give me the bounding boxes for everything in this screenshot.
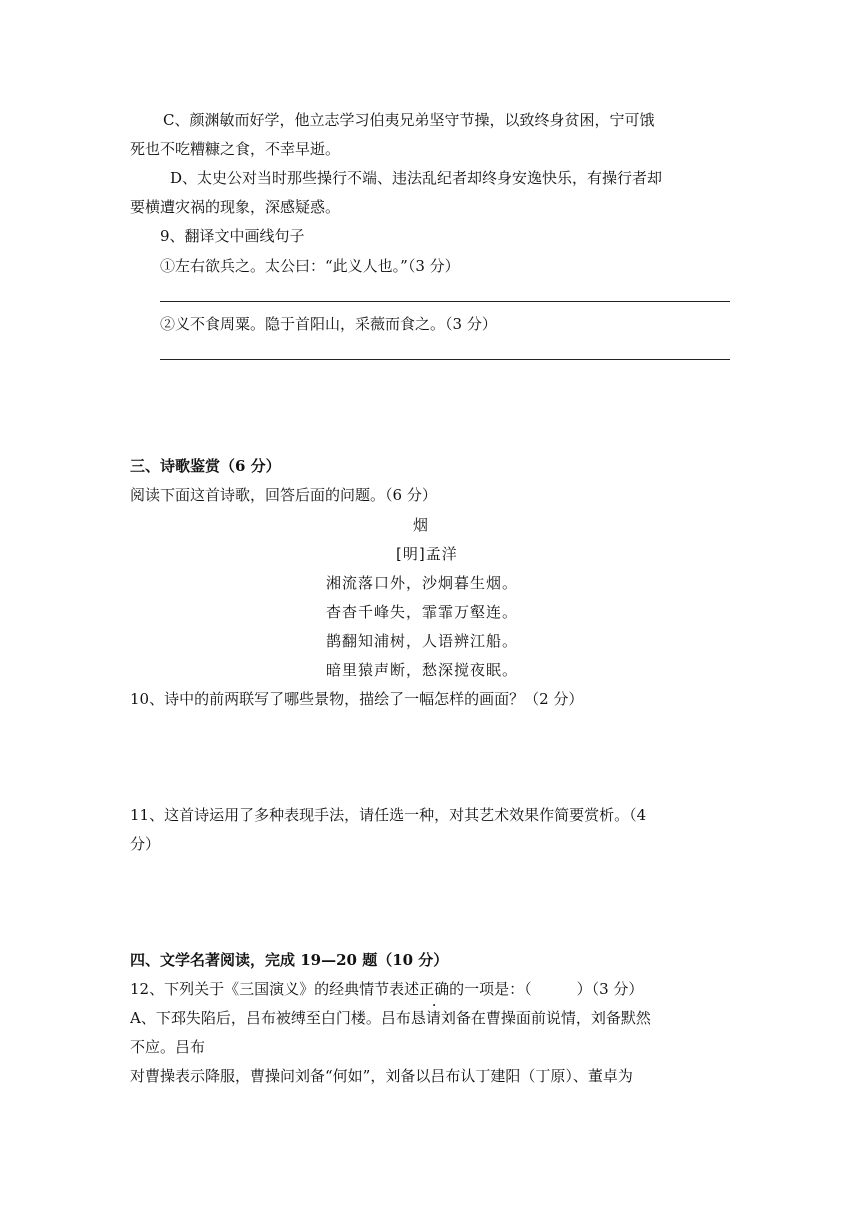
option-c-line-1: C、颜渊敏而好学，他立志学习伯夷兄弟坚守节操，以致终身贫困，宁可饿 [163,111,655,129]
option-d-line-1: D、太史公对当时那些操行不端、违法乱纪者却终身安逸快乐，有操行者却 [170,169,663,187]
question-11-line-1: 11、这首诗运用了多种表现手法，请任选一种，对其艺术效果作简要赏析。（4 [130,806,647,824]
section-3-heading: 三、诗歌鉴赏（6 分） [130,457,281,475]
question-12-text-pre: 12、下列关于《三国演义》的经典情节表述 [130,980,420,998]
answer-line-1[interactable] [160,301,730,302]
answer-line-2[interactable] [160,359,730,360]
question-12 [130,979,643,999]
question-12-text-post: 的一项是：（ ）（3 分） [449,980,644,998]
poem-title: 烟 [413,516,430,534]
poem-line-2: 杳杳千峰失，霏霏万壑连。 [326,603,519,621]
poem-line-1: 湘流落口外，沙炯暮生烟。 [326,574,519,592]
question-10: 10、诗中的前两联写了哪些景物，描绘了一幅怎样的画面？（2 分） [130,690,584,708]
question-9-title: 9、翻译文中画线句子 [160,227,305,245]
option-c-line-2: 死也不吃糟糠之食，不幸早逝。 [130,140,341,158]
poem-author: [明]孟洋 [396,545,458,563]
question-11-line-2: 分） [130,835,161,853]
option-d-line-2: 要横遭灾祸的现象，深感疑惑。 [130,198,341,216]
poem-line-4: 暗里猿声断，愁深搅夜眠。 [326,661,519,679]
option-a-line-3: 对曹操表示降服，曹操问刘备“何如”，刘备以吕布认丁建阳（丁原）、董卓为 [130,1067,633,1085]
question-9-item-2: ②义不食周粟。隐于首阳山，采薇而食之。（3 分） [160,315,497,333]
section-4-heading: 四、文学名著阅读，完成 19—20 题（10 分） [130,951,449,969]
option-a-line-2: 不应。吕布 [130,1038,206,1056]
question-9-item-1: ①左右欲兵之。太公曰：“此义人也。”（3 分） [160,257,460,275]
emphasis-correct: 正确 [419,980,450,998]
section-3-intro: 阅读下面这首诗歌，回答后面的问题。（6 分） [130,486,437,504]
poem-line-3: 鹊翻知浦树，人语辨江船。 [326,632,519,650]
option-a-line-1: A、下邳失陷后，吕布被缚至白门楼。吕布恳请刘备在曹操面前说情，刘备默然 [130,1009,651,1027]
